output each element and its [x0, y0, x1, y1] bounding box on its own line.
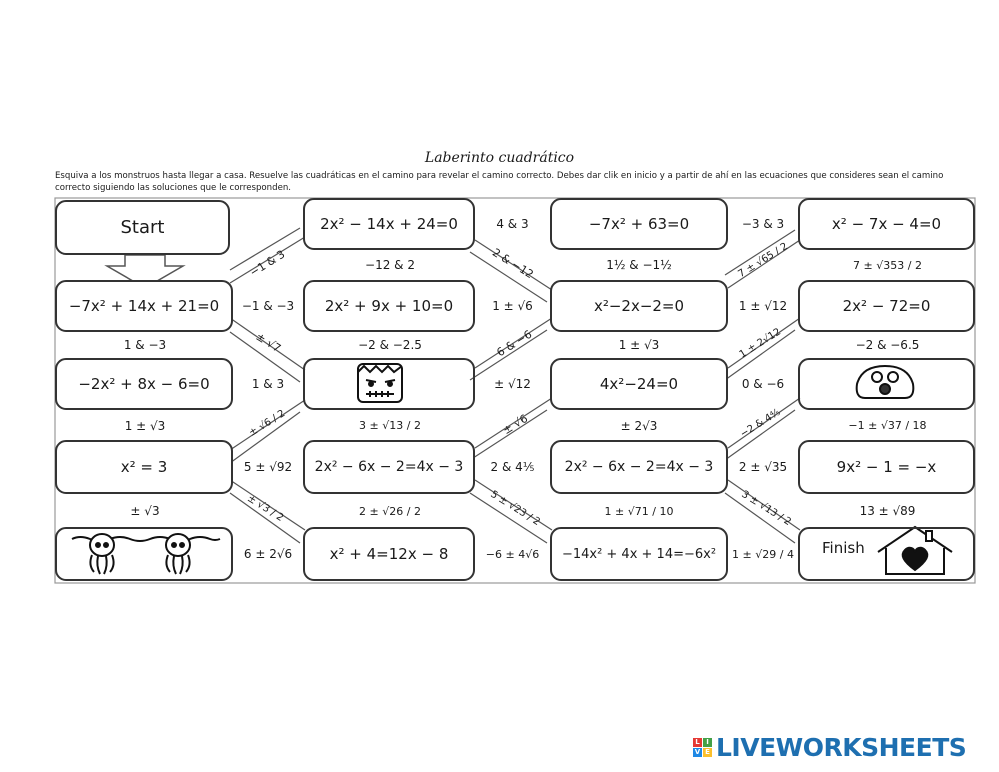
- v-connector-c4r3[interactable]: −1 ± √37 / 18: [848, 419, 927, 432]
- v-connector-c2r2[interactable]: −2 & −2.5: [358, 338, 422, 352]
- h-connector-r2c[interactable]: 1 ± √12: [738, 299, 788, 313]
- equation-node-r4c4[interactable]: 9x² − 1 = −x: [798, 440, 975, 494]
- h-connector-r5b[interactable]: −6 ± 4√6: [485, 547, 540, 561]
- d-connector-7[interactable]: ± √6 / 2: [247, 408, 288, 439]
- v-connector-c3r4[interactable]: 1 ± √71 / 10: [604, 504, 674, 518]
- d-connector-12[interactable]: 3 ± √13 / 2: [739, 488, 793, 529]
- equation-node-r4c1[interactable]: x² = 3: [55, 440, 233, 494]
- v-connector-c1r4[interactable]: ± √3: [130, 504, 160, 518]
- d-connector-9[interactable]: −2 & 4⅘: [738, 406, 783, 441]
- v-connector-c1r3[interactable]: 1 ± √3: [124, 418, 166, 433]
- h-connector-r4b[interactable]: 2 & 4⅕: [490, 460, 535, 474]
- start-node[interactable]: Start: [55, 200, 230, 255]
- h-connector-r1b[interactable]: −3 & 3: [741, 217, 785, 231]
- equation-node-r2c4[interactable]: 2x² − 72=0: [798, 280, 975, 332]
- equation-node-r5c3[interactable]: −14x² + 4x + 14=−6x²: [550, 527, 728, 581]
- v-connector-c2r4[interactable]: 2 ± √26 / 2: [359, 504, 421, 518]
- h-connector-r5a[interactable]: 6 ± 2√6: [243, 547, 293, 561]
- liveworksheets-logo: [693, 733, 966, 762]
- h-connector-r4a[interactable]: 5 ± √92: [243, 460, 293, 474]
- d-connector-10[interactable]: ± √3 / 2: [245, 493, 286, 524]
- monster-node-blob[interactable]: [798, 358, 975, 410]
- equation-node-r4c3[interactable]: 2x² − 6x − 2=4x − 3: [550, 440, 728, 494]
- finish-label: Finish: [822, 539, 865, 557]
- d-connector-5[interactable]: 6 & −6: [494, 327, 535, 360]
- h-connector-r5c[interactable]: 1 ± √29 / 4: [732, 547, 794, 561]
- d-connector-8[interactable]: ± √6: [500, 411, 531, 438]
- h-connector-r2b[interactable]: 1 ± √6: [492, 299, 533, 313]
- finish-node[interactable]: [798, 527, 975, 581]
- v-connector-c4r1[interactable]: 7 ± √353 / 2: [853, 258, 922, 272]
- equation-node-r2c3[interactable]: x²−2x−2=0: [550, 280, 728, 332]
- equation-node-r1c2[interactable]: 2x² − 14x + 24=0: [303, 198, 475, 250]
- v-connector-c4r2[interactable]: −2 & −6.5: [855, 338, 920, 352]
- logo-mark-icon: [693, 738, 712, 757]
- equation-node-r3c3[interactable]: 4x²−24=0: [550, 358, 728, 410]
- v-connector-c4r4[interactable]: 13 ± √89: [859, 504, 916, 518]
- equation-node-r1c3[interactable]: −7x² + 63=0: [550, 198, 728, 250]
- logo-mark-letter: V: [694, 748, 701, 756]
- monster-node-frankenstein[interactable]: [303, 358, 475, 410]
- worksheet-title: Laberinto cuadrático: [424, 150, 575, 166]
- v-connector-c2r3[interactable]: 3 ± √13 / 2: [359, 419, 421, 432]
- logo-mark-letter: E: [703, 748, 712, 757]
- equation-node-r5c2[interactable]: x² + 4=12x − 8: [303, 527, 475, 581]
- v-connector-c3r3[interactable]: ± 2√3: [620, 418, 658, 433]
- monster-node-octopus[interactable]: [55, 527, 233, 581]
- d-connector-1[interactable]: −1 & 3: [247, 247, 288, 280]
- instructions-text: Esquiva a los monstruos hasta llegar a casa. Resuelve las cuadráticas en el camino para revelar el camino correcto. Debes dar clik en inicio y a partir de ahí en las ecuaciones que consideres sean el camino correcto siguiendo las soluciones que le corresponden.: [55, 171, 944, 193]
- h-connector-r3b[interactable]: ± √12: [494, 377, 531, 391]
- equation-node-r2c2[interactable]: 2x² + 9x + 10=0: [303, 280, 475, 332]
- d-connector-2[interactable]: 2 & −12: [490, 245, 536, 282]
- logo-mark-letter: L: [693, 738, 702, 747]
- equation-node-r1c4[interactable]: x² − 7x − 4=0: [798, 198, 975, 250]
- logo-mark-letter: I: [703, 738, 712, 747]
- equation-node-r4c2[interactable]: 2x² − 6x − 2=4x − 3: [303, 440, 475, 494]
- h-connector-r3c[interactable]: 0 & −6: [741, 377, 785, 391]
- v-connector-c1r2[interactable]: 1 & −3: [123, 338, 167, 352]
- v-connector-c3r2[interactable]: 1 ± √3: [618, 338, 660, 352]
- h-connector-r3a[interactable]: 1 & 3: [251, 377, 285, 391]
- d-connector-3[interactable]: 7 ± √65 / 2: [736, 240, 790, 281]
- h-connector-r4c[interactable]: 2 ± √35: [738, 460, 788, 474]
- equation-node-r3c1[interactable]: −2x² + 8x − 6=0: [55, 358, 233, 410]
- h-connector-r1a[interactable]: 4 & 3: [496, 217, 529, 231]
- brand-name: LIVEWORKSHEETS: [716, 733, 967, 762]
- equation-node-r2c1[interactable]: −7x² + 14x + 21=0: [55, 280, 233, 332]
- d-connector-4[interactable]: ± √7: [253, 329, 284, 356]
- d-connector-6[interactable]: 1 ± 2√12: [737, 326, 783, 361]
- v-connector-c2r1[interactable]: −12 & 2: [365, 258, 415, 272]
- v-connector-c3r1[interactable]: 1½ & −1½: [606, 258, 672, 272]
- h-connector-r2a[interactable]: −1 & −3: [241, 299, 295, 313]
- d-connector-11[interactable]: 5 ± √23 / 2: [488, 488, 542, 529]
